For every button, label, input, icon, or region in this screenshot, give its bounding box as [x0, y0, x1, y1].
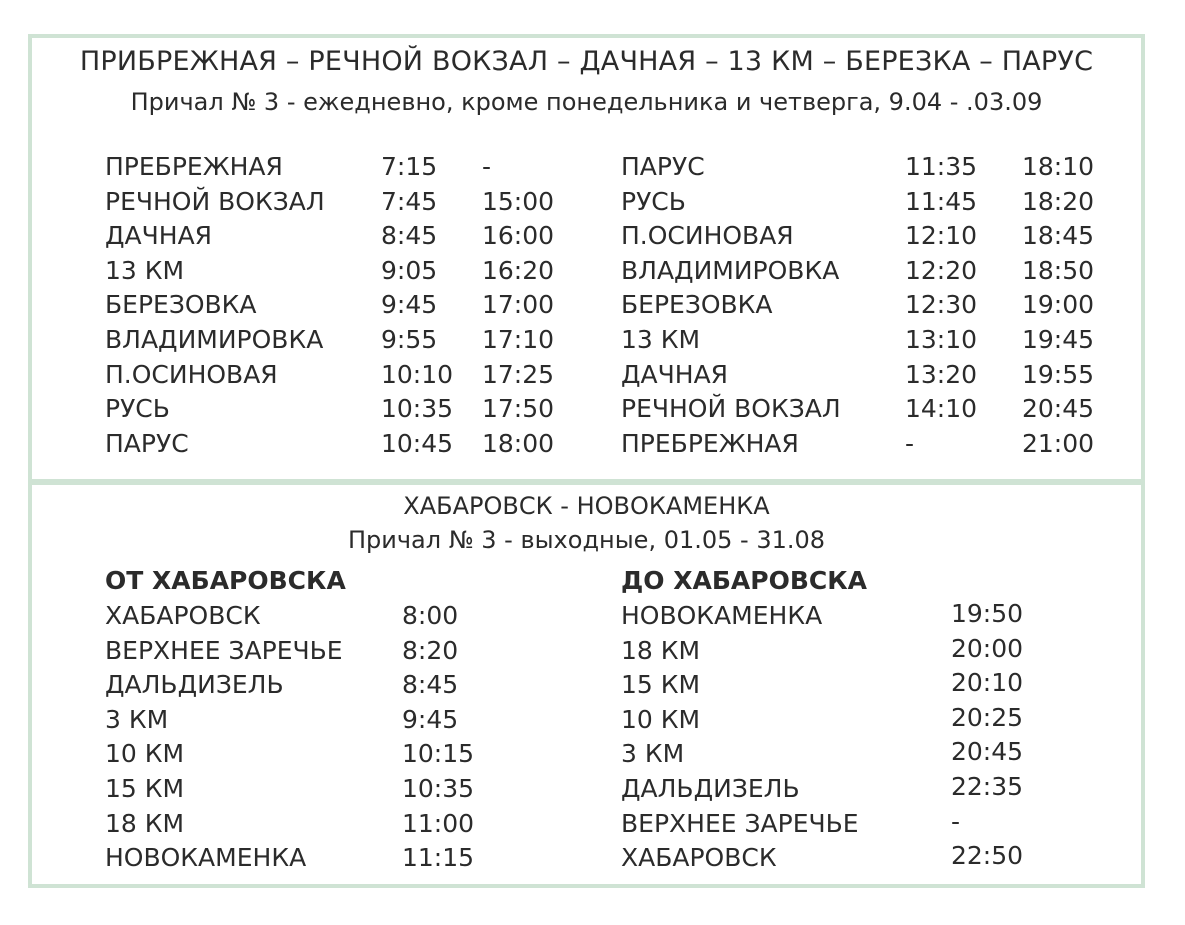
departure-time-1: 10:10 [381, 360, 454, 389]
stop-name: 13 КМ [105, 256, 185, 285]
departure-time-1: 7:15 [381, 152, 438, 181]
from-khabarovsk-heading: ОТ ХАБАРОВСКА [105, 566, 346, 595]
stop-name: ДАЧНАЯ [105, 221, 213, 250]
departure-time-1: 9:05 [381, 256, 438, 285]
departure-time: 10:35 [402, 774, 475, 803]
departure-time-2: 20:45 [1022, 394, 1095, 423]
stop-name: 18 КМ [621, 636, 701, 665]
departure-time: 11:15 [402, 843, 475, 872]
departure-time-1: 11:45 [905, 187, 978, 216]
departure-time-2: 19:45 [1022, 325, 1095, 354]
departure-time: 20:10 [951, 668, 1024, 697]
departure-time-2: 19:00 [1022, 290, 1095, 319]
stop-name: ВЕРХНЕЕ ЗАРЕЧЬЕ [621, 809, 859, 838]
departure-time-1: 10:35 [381, 394, 454, 423]
route1-subtitle: Причал № 3 - ежедневно, кроме понедельника и четверга, 9.04 - .03.09 [130, 88, 1043, 116]
departure-time: 11:00 [402, 809, 475, 838]
departure-time-2: 19:55 [1022, 360, 1095, 389]
departure-time: 22:50 [951, 841, 1024, 870]
stop-name: П.ОСИНОВАЯ [621, 221, 794, 250]
departure-time-2: 18:45 [1022, 221, 1095, 250]
departure-time-2: 15:00 [482, 187, 555, 216]
departure-time-1: - [905, 429, 915, 458]
stop-name: ДАЧНАЯ [621, 360, 729, 389]
departure-time-2: 21:00 [1022, 429, 1095, 458]
stop-name: ДАЛЬДИЗЕЛЬ [105, 670, 284, 699]
departure-time-1: 11:35 [905, 152, 978, 181]
stop-name: ВЛАДИМИРОВКА [621, 256, 840, 285]
departure-time: 8:20 [402, 636, 459, 665]
departure-time-2: 18:00 [482, 429, 555, 458]
departure-time-1: 14:10 [905, 394, 978, 423]
departure-time: 20:00 [951, 634, 1024, 663]
stop-name: 15 КМ [105, 774, 185, 803]
stop-name: ПРЕБРЕЖНАЯ [621, 429, 799, 458]
stop-name: БЕРЕЗОВКА [105, 290, 257, 319]
departure-time-1: 13:10 [905, 325, 978, 354]
departure-time: - [951, 807, 961, 836]
stop-name: ПАРУС [621, 152, 705, 181]
stop-name: ВЕРХНЕЕ ЗАРЕЧЬЕ [105, 636, 343, 665]
departure-time: 19:50 [951, 599, 1024, 628]
departure-time-2: 18:20 [1022, 187, 1095, 216]
departure-time-1: 10:45 [381, 429, 454, 458]
departure-time-1: 12:20 [905, 256, 978, 285]
departure-time: 9:45 [402, 705, 459, 734]
stop-name: ХАБАРОВСК [621, 843, 777, 872]
departure-time-2: 17:25 [482, 360, 555, 389]
departure-time-2: 18:10 [1022, 152, 1095, 181]
stop-name: НОВОКАМЕНКА [621, 601, 823, 630]
stop-name: РЕЧНОЙ ВОКЗАЛ [105, 187, 325, 216]
stop-name: 18 КМ [105, 809, 185, 838]
departure-time-2: - [482, 152, 492, 181]
departure-time-1: 12:10 [905, 221, 978, 250]
departure-time-1: 7:45 [381, 187, 438, 216]
stop-name: РУСЬ [621, 187, 686, 216]
stop-name: РУСЬ [105, 394, 170, 423]
route2-subtitle: Причал № 3 - выходные, 01.05 - 31.08 [347, 526, 826, 554]
departure-time-1: 13:20 [905, 360, 978, 389]
stop-name: 10 КМ [105, 739, 185, 768]
stop-name: РЕЧНОЙ ВОКЗАЛ [621, 394, 841, 423]
stop-name: НОВОКАМЕНКА [105, 843, 307, 872]
stop-name: ДАЛЬДИЗЕЛЬ [621, 774, 800, 803]
departure-time-1: 8:45 [381, 221, 438, 250]
stop-name: ВЛАДИМИРОВКА [105, 325, 324, 354]
departure-time-2: 18:50 [1022, 256, 1095, 285]
stop-name: ХАБАРОВСК [105, 601, 261, 630]
departure-time: 22:35 [951, 772, 1024, 801]
departure-time-2: 17:50 [482, 394, 555, 423]
departure-time-2: 17:10 [482, 325, 555, 354]
stop-name: 3 КМ [621, 739, 685, 768]
stop-name: П.ОСИНОВАЯ [105, 360, 278, 389]
stop-name: 3 КМ [105, 705, 169, 734]
departure-time: 10:15 [402, 739, 475, 768]
departure-time: 8:00 [402, 601, 459, 630]
stop-name: ПАРУС [105, 429, 189, 458]
departure-time: 8:45 [402, 670, 459, 699]
departure-time-1: 9:55 [381, 325, 438, 354]
departure-time: 20:25 [951, 703, 1024, 732]
departure-time-2: 16:20 [482, 256, 555, 285]
departure-time-1: 12:30 [905, 290, 978, 319]
route2-title: ХАБАРОВСК - НОВОКАМЕНКА [403, 492, 770, 520]
departure-time-1: 9:45 [381, 290, 438, 319]
route1-title: ПРИБРЕЖНАЯ – РЕЧНОЙ ВОКЗАЛ – ДАЧНАЯ – 13 КМ – БЕРЕЗКА – ПАРУС [79, 46, 1094, 77]
stop-name: 10 КМ [621, 705, 701, 734]
stop-name: 15 КМ [621, 670, 701, 699]
departure-time-2: 16:00 [482, 221, 555, 250]
stop-name: ПРЕБРЕЖНАЯ [105, 152, 283, 181]
stop-name: 13 КМ [621, 325, 701, 354]
departure-time-2: 17:00 [482, 290, 555, 319]
departure-time: 20:45 [951, 737, 1024, 766]
to-khabarovsk-heading: ДО ХАБАРОВСКА [621, 566, 868, 595]
stop-name: БЕРЕЗОВКА [621, 290, 773, 319]
